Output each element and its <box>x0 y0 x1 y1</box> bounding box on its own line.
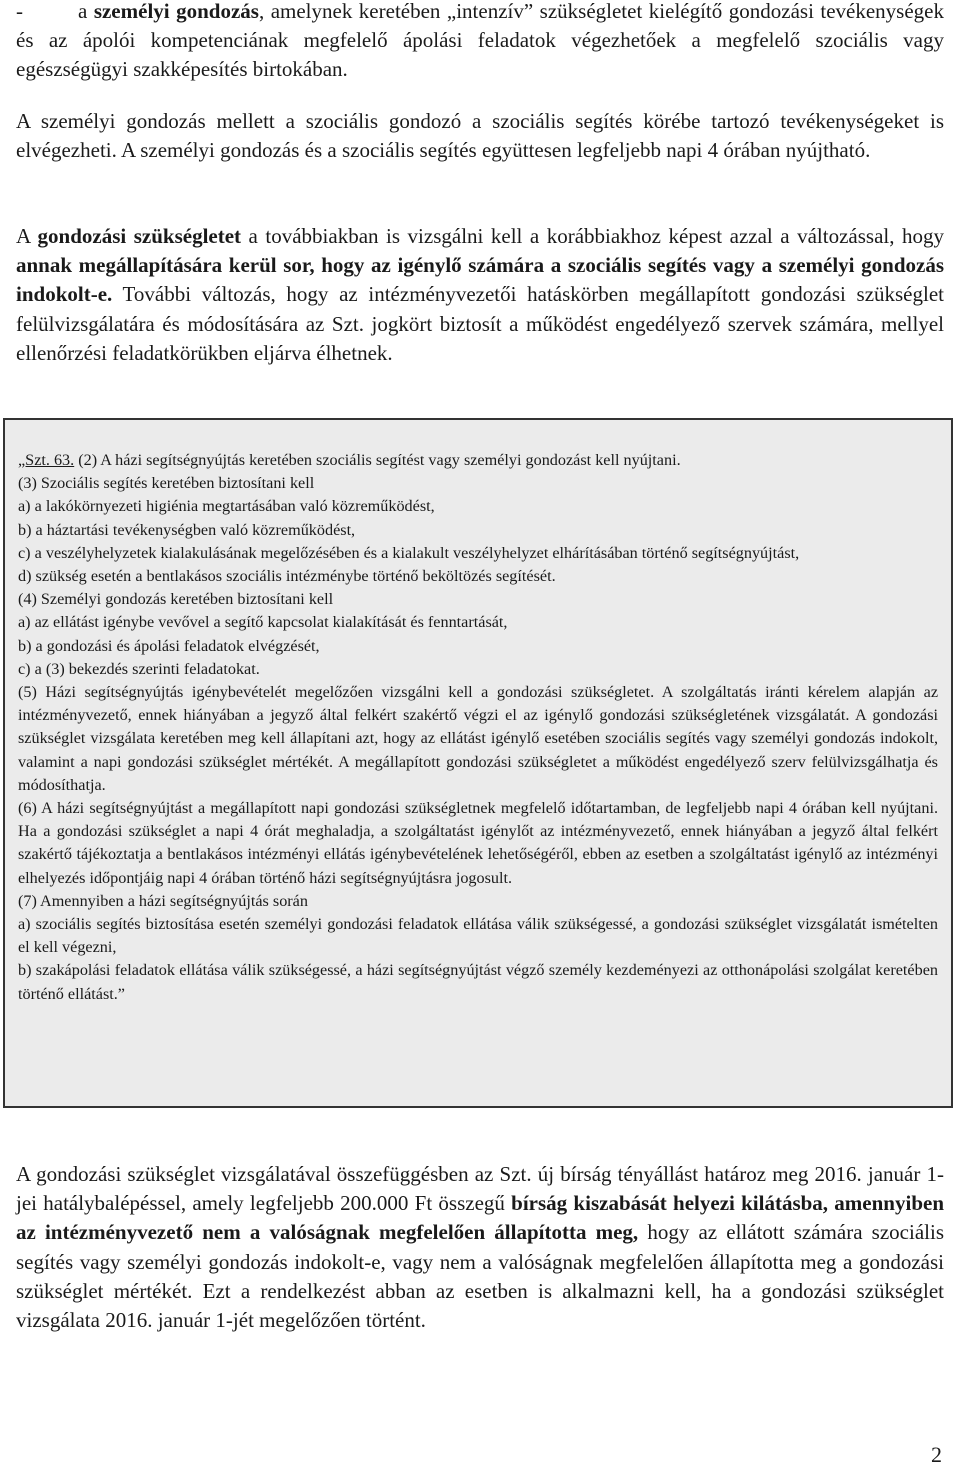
law-line: d) szükség esetén a bentlakásos szociális intézménybe történő beköltözés segítését. <box>18 567 556 586</box>
law-quote-heading <box>18 449 938 472</box>
law-line: (3) Szociális segítés keretében biztosítani kell <box>18 474 315 493</box>
law-line: c) a (3) bekezdés szerinti feladatokat. <box>18 659 260 678</box>
page-number: 2 <box>931 1442 942 1467</box>
assessment-bold-1: gondozási szükségletet <box>37 224 242 248</box>
intro-bold-term: személyi gondozás <box>93 0 259 23</box>
law-line: b) szakápolási feladatok ellátása válik szükségessé, a házi segítségnyújtást végző személy kezdeményezi az otthonápolási szolgálat keretében történő ellátást.” <box>18 961 938 1003</box>
law-line: c) a veszélyhelyzetek kialakulásának megelőzésében és a kialakult veszélyhelyzet elhárításában történő segítségnyújtást, <box>18 543 800 562</box>
intro-post: , amelynek keretében „intenzív” szükségletet kielégítő gondozási tevékenységek és az ápolói kompetenciának megfelelő ápolási feladatok végezhetőek a megfelelő szociális vagy egészségügyi szakképesítés birtokában. <box>16 0 944 82</box>
law-line: (4) Személyi gondozás keretében biztosítani kell <box>18 590 334 609</box>
law-line: a) a lakókörnyezeti higiénia megtartásában való közreműködést, <box>18 497 435 516</box>
law-line: (5) Házi segítségnyújtás igénybevételét megelőzően vizsgálni kell a gondozási szükségletet. A szolgáltatás iránti kérelem alapján az intézményvezető, ennek hiányában a jegyző által felkért szakértő végzi el az igénylő gondozási szükségletének vizsgálatát. A gondozási szükséglet vizsgálata keretében meg kell állapítani azt, hogy az ellátást igénylő esetében szociális segítés vagy személyi gondozás indokolt, valamint a napi gondozási szükséglet mértékét. A megállapított gondozási szükségletet a működést engedélyező szerv felülvizsgálhatja és módosíthatja. <box>18 683 938 794</box>
assessment-text-1: A <box>16 224 38 248</box>
fine-text-1: A gondozási szükséglet vizsgálatával összefüggésben az Szt. új bírság tényállást határoz meg 2016. január 1-jei hatálybalépéssel, amely legfeljebb 200.000 Ft összegű <box>16 1162 944 1216</box>
assessment-text-2: a továbbiakban is vizsgálni kell a korábbiakhoz képest azzal a változással, hogy <box>241 224 944 248</box>
law-paragraph-2: (2) A házi segítségnyújtás keretében szociális segítést vagy személyi gondozást kell nyújtani. <box>74 451 681 469</box>
intro-paragraph <box>16 0 944 85</box>
law-line: a) szociális segítés biztosítása esetén személyi gondozási feladatok ellátása válik szükségessé, a gondozási szükséglet vizsgálatát ismételten el kell végezni, <box>18 915 938 957</box>
law-line: (7) Amennyiben a házi segítségnyújtás során <box>18 891 308 910</box>
law-reference: „Szt. 63. <box>18 451 75 469</box>
law-line: a) az ellátást igénybe vevővel a segítő kapcsolat kialakítását és fenntartását, <box>18 613 508 632</box>
law-line: b) a háztartási tevékenységben való közreműködést, <box>18 520 356 539</box>
assessment-text-3: További változás, hogy az intézményvezetői hatáskörben megállapított gondozási szükséglet felülvizsgálatára és módosítására az Szt. jogkört biztosít a működést engedélyező szervek számára, mellyel ellenőrzési feladatkörükben eljárva élhetnek. <box>16 282 944 365</box>
fine-text-2: hogy az ellátott számára szociális segítés vagy személyi gondozás indokolt-e, vagy nem a valóságnak megfelelően állapította meg a gondozási szükséglet mértékét. Ezt a rendelkezést abban az esetben is alkalmazni kell, ha a gondozási szükséglet vizsgálata 2016. január 1-jét megelőzően történt. <box>16 1220 944 1333</box>
list-dash: - <box>16 0 23 23</box>
intro-pre: a <box>78 0 94 23</box>
law-quote-box <box>3 418 953 1108</box>
fine-bold: bírság kiszabását helyezi kilátásba, amennyiben az intézményvezető nem a valóságnak megfelelően állapította meg, <box>16 1191 944 1245</box>
law-quote-text <box>18 449 938 1006</box>
law-line: b) a gondozási és ápolási feladatok elvégzését, <box>18 636 320 655</box>
personal-care-paragraph: A személyi gondozás mellett a szociális gondozó a szociális segítés körébe tartozó tevékenységeket is elvégezheti. A személyi gondozás és a szociális segítés együttesen legfeljebb napi 4 órában nyújtható. <box>16 109 944 163</box>
assessment-paragraph <box>16 222 944 368</box>
assessment-bold-2: annak megállapítására kerül sor, hogy az igénylő számára a szociális segítés vagy a személyi gondozás indokolt-e. <box>16 253 944 307</box>
fine-paragraph <box>16 1160 944 1335</box>
law-line: (6) A házi segítségnyújtást a megállapított napi gondozási szükségletnek megfelelő időtartamban, de legfeljebb napi 4 órában kell nyújtani. Ha a gondozási szükséglet a napi 4 órát meghaladja, a szolgáltatást igénylőt az intézményvezető, ennek hiányában a jegyző által felkért szakértő tájékoztatja a bentlakásos intézményi ellátás igénybevételének lehetőségéről, ebben az esetben a szolgáltatást igénylő az intézményi elhelyezés időpontjáig napi 4 órában történő házi segítségnyújtásra jogosult. <box>18 799 938 887</box>
